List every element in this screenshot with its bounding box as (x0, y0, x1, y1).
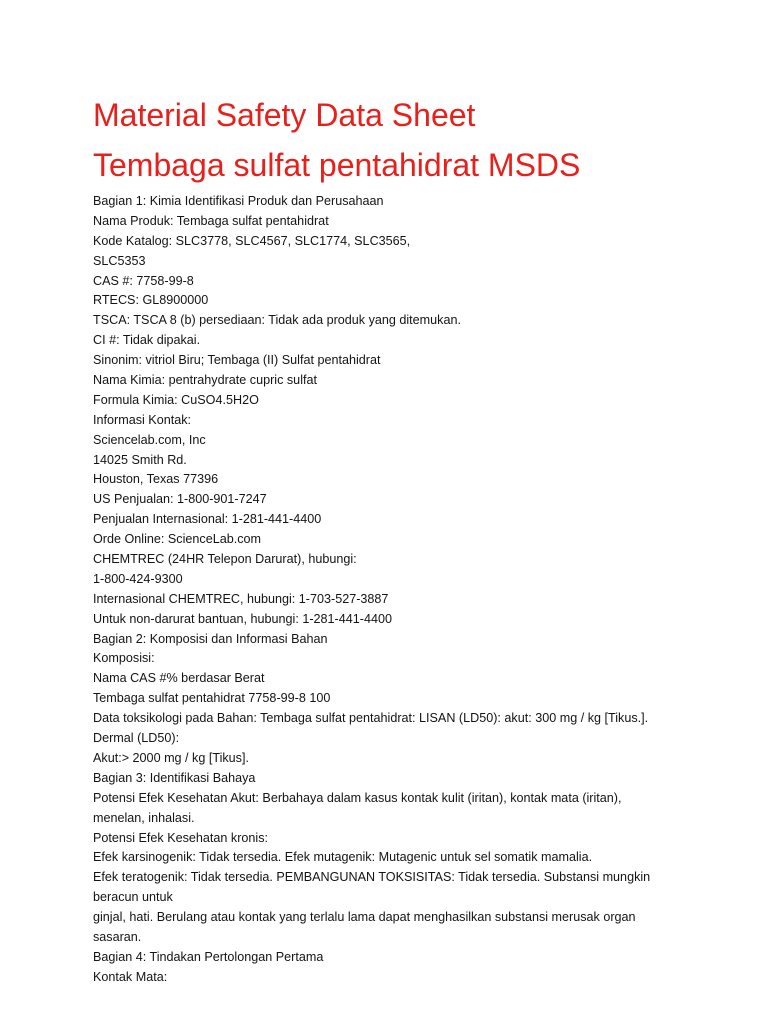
text-line: Potensi Efek Kesehatan kronis: (93, 830, 269, 845)
text-line: CI #: Tidak dipakai. (93, 333, 201, 348)
text-line: Internasional CHEMTREC, hubungi: 1-703-527-3887 (93, 591, 389, 606)
text-line: Efek karsinogenik: Tidak tersedia. Efek mutagenik: Mutagenic untuk sel somatik mamalia. (93, 850, 593, 865)
document-title: Material Safety Data Sheet (93, 97, 476, 133)
text-line: ginjal, hati. Berulang atau kontak yang terlalu lama dapat menghasilkan substansi merusak organ (93, 910, 636, 925)
text-line: Bagian 4: Tindakan Pertolongan Pertama (93, 949, 324, 964)
document-body (93, 192, 713, 988)
text-line: Formula Kimia: CuSO4.5H2O (93, 392, 259, 407)
text-line: Houston, Texas 77396 (93, 472, 219, 487)
text-line: beracun untuk (93, 890, 173, 905)
text-line: Nama Produk: Tembaga sulfat pentahidrat (93, 213, 329, 228)
text-line: SLC5353 (93, 253, 146, 268)
text-line: Nama Kimia: pentrahydrate cupric sulfat (93, 373, 317, 388)
document-subtitle: Tembaga sulfat pentahidrat MSDS (93, 147, 581, 183)
text-line: Potensi Efek Kesehatan Akut: Berbahaya dalam kasus kontak kulit (iritan), kontak mata (iritan), (93, 790, 622, 805)
text-line: Bagian 2: Komposisi dan Informasi Bahan (93, 631, 328, 646)
text-line: Bagian 3: Identifikasi Bahaya (93, 770, 256, 785)
text-line: menelan, inhalasi. (93, 810, 195, 825)
text-line: CHEMTREC (24HR Telepon Darurat), hubungi: (93, 552, 357, 567)
text-line: Sinonim: vitriol Biru; Tembaga (II) Sulfat pentahidrat (93, 353, 381, 368)
text-line: TSCA: TSCA 8 (b) persediaan: Tidak ada produk yang ditemukan. (93, 313, 461, 328)
text-line: Akut:> 2000 mg / kg [Tikus]. (93, 750, 249, 765)
text-line: Sciencelab.com, Inc (93, 432, 206, 447)
text-line: Informasi Kontak: (93, 412, 191, 427)
text-line: RTECS: GL8900000 (93, 293, 209, 308)
text-line: Nama CAS #% berdasar Berat (93, 671, 265, 686)
text-line: Komposisi: (93, 651, 155, 666)
text-line: Bagian 1: Kimia Identifikasi Produk dan Perusahaan (93, 194, 384, 208)
text-line: Data toksikologi pada Bahan: Tembaga sulfat pentahidrat: LISAN (LD50): akut: 300 mg / kg [Tikus.]. (93, 711, 649, 726)
text-line: Penjualan Internasional: 1-281-441-4400 (93, 512, 322, 527)
text-line: CAS #: 7758-99-8 (93, 273, 194, 288)
text-line: Orde Online: ScienceLab.com (93, 532, 262, 547)
text-line: Efek teratogenik: Tidak tersedia. PEMBANGUNAN TOKSISITAS: Tidak tersedia. Substansi mungkin (93, 870, 651, 885)
text-line: 14025 Smith Rd. (93, 452, 187, 467)
text-line: Untuk non-darurat bantuan, hubungi: 1-281-441-4400 (93, 611, 392, 626)
text-line: Dermal (LD50): (93, 731, 180, 746)
text-line: Tembaga sulfat pentahidrat 7758-99-8 100 (93, 691, 331, 706)
text-line: Kode Katalog: SLC3778, SLC4567, SLC1774, SLC3565, (93, 233, 411, 248)
text-line: US Penjualan: 1-800-901-7247 (93, 492, 267, 507)
text-line: 1-800-424-9300 (93, 571, 183, 586)
text-line: Kontak Mata: (93, 969, 168, 984)
text-line: sasaran. (93, 929, 142, 944)
